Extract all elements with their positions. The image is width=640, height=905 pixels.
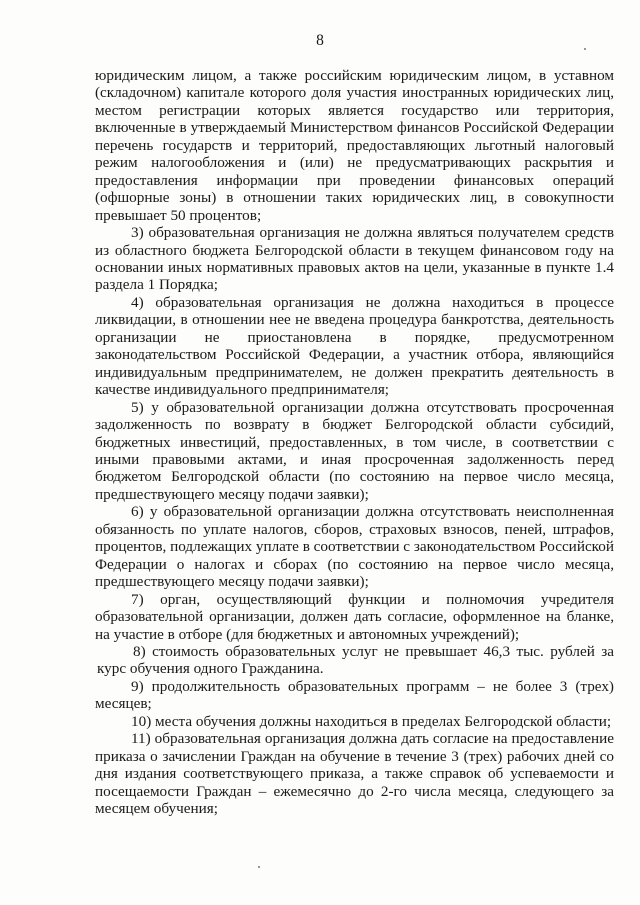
paragraph-item-9: 9) продолжительность образовательных программ – не более 3 (трех) месяцев; [95, 677, 614, 713]
paragraph-item-6: 6) у образовательной организации должна отсутствовать неисполненная обязанность по уплате налогов, сборов, страховых взносов, пеней, штрафов, процентов, подлежащих уплате в соответствии с законодательством Российской Федерации о налогах и сборах (по состоянию на первое число месяца, предшествующего месяцу подачи заявки); [95, 503, 615, 591]
paragraph-item-5: 5) у образовательной организации должна отсутствовать просроченная задолженность по возврату в бюджет Белгородской области субсидий, бюджетных инвестиций, предоставленных, в том числе, в соответствии с иными правовыми актами, и иная просроченная задолженность перед бюджетом Белгородской области (по состоянию на первое число месяца, предшествующего месяцу подачи заявки); [95, 398, 614, 503]
paragraph-item-7: 7) орган, осуществляющий функции и полномочия учредителя образовательной организации, должен дать согласие, оформленное на бланке, на участие в отборе (для бюджетных и автономных учреждений); [95, 590, 614, 643]
paragraph-continuation: юридическим лицом, а также российским юридическим лицом, в уставном (складочном) капитале которого доля участия иностранных юридических лиц, местом регистрации которых является государство или территория, включенные в утверждаемый Министерством финансов Российской Федерации перечень государств и территорий, предоставляющих льготный налоговый режим налогообложения и (или) не предусматривающих раскрытия и предоставления информации при проведении финансовых операций (офшорные зоны) в отношении таких юридических лиц, в совокупности превышает 50 процентов; [95, 67, 614, 224]
page-number: 8 [316, 32, 324, 49]
paragraph-item-3: 3) образовательная организация не должна являться получателем средств из областного бюджета Белгородской области в текущем финансовом году на основании иных нормативных правовых актов на цели, указанные в пункте 1.4 раздела 1 Порядка; [95, 224, 614, 294]
scan-speck [258, 866, 260, 868]
paragraph-item-8: 8) стоимость образовательных услуг не превышает 46,3 тыс. рублей за курс обучения одного Гражданина. [97, 642, 614, 678]
paragraph-item-10: 10) места обучения должны находиться в пределах Белгородской области; [131, 712, 612, 730]
document-body [95, 67, 614, 817]
paragraph-item-11: 11) образовательная организация должна дать согласие на предоставление приказа о зачислении Граждан на обучение в течение 3 (трех) рабочих дней со дня издания соответствующего приказа, а также справок об успеваемости и посещаемости Граждан – ежемесячно до 2-го числа месяца, следующего за месяцем обучения; [95, 730, 614, 818]
paragraph-item-4: 4) образовательная организация не должна находиться в процессе ликвидации, в отношении нее не введена процедура банкротства, деятельность организации не приостановлена в порядке, предусмотренном законодательством Российской Федерации, а участник отбора, являющийся индивидуальным предпринимателем, не должен прекратить деятельность в качестве индивидуального предпринимателя; [95, 293, 614, 399]
scan-speck [584, 48, 586, 50]
